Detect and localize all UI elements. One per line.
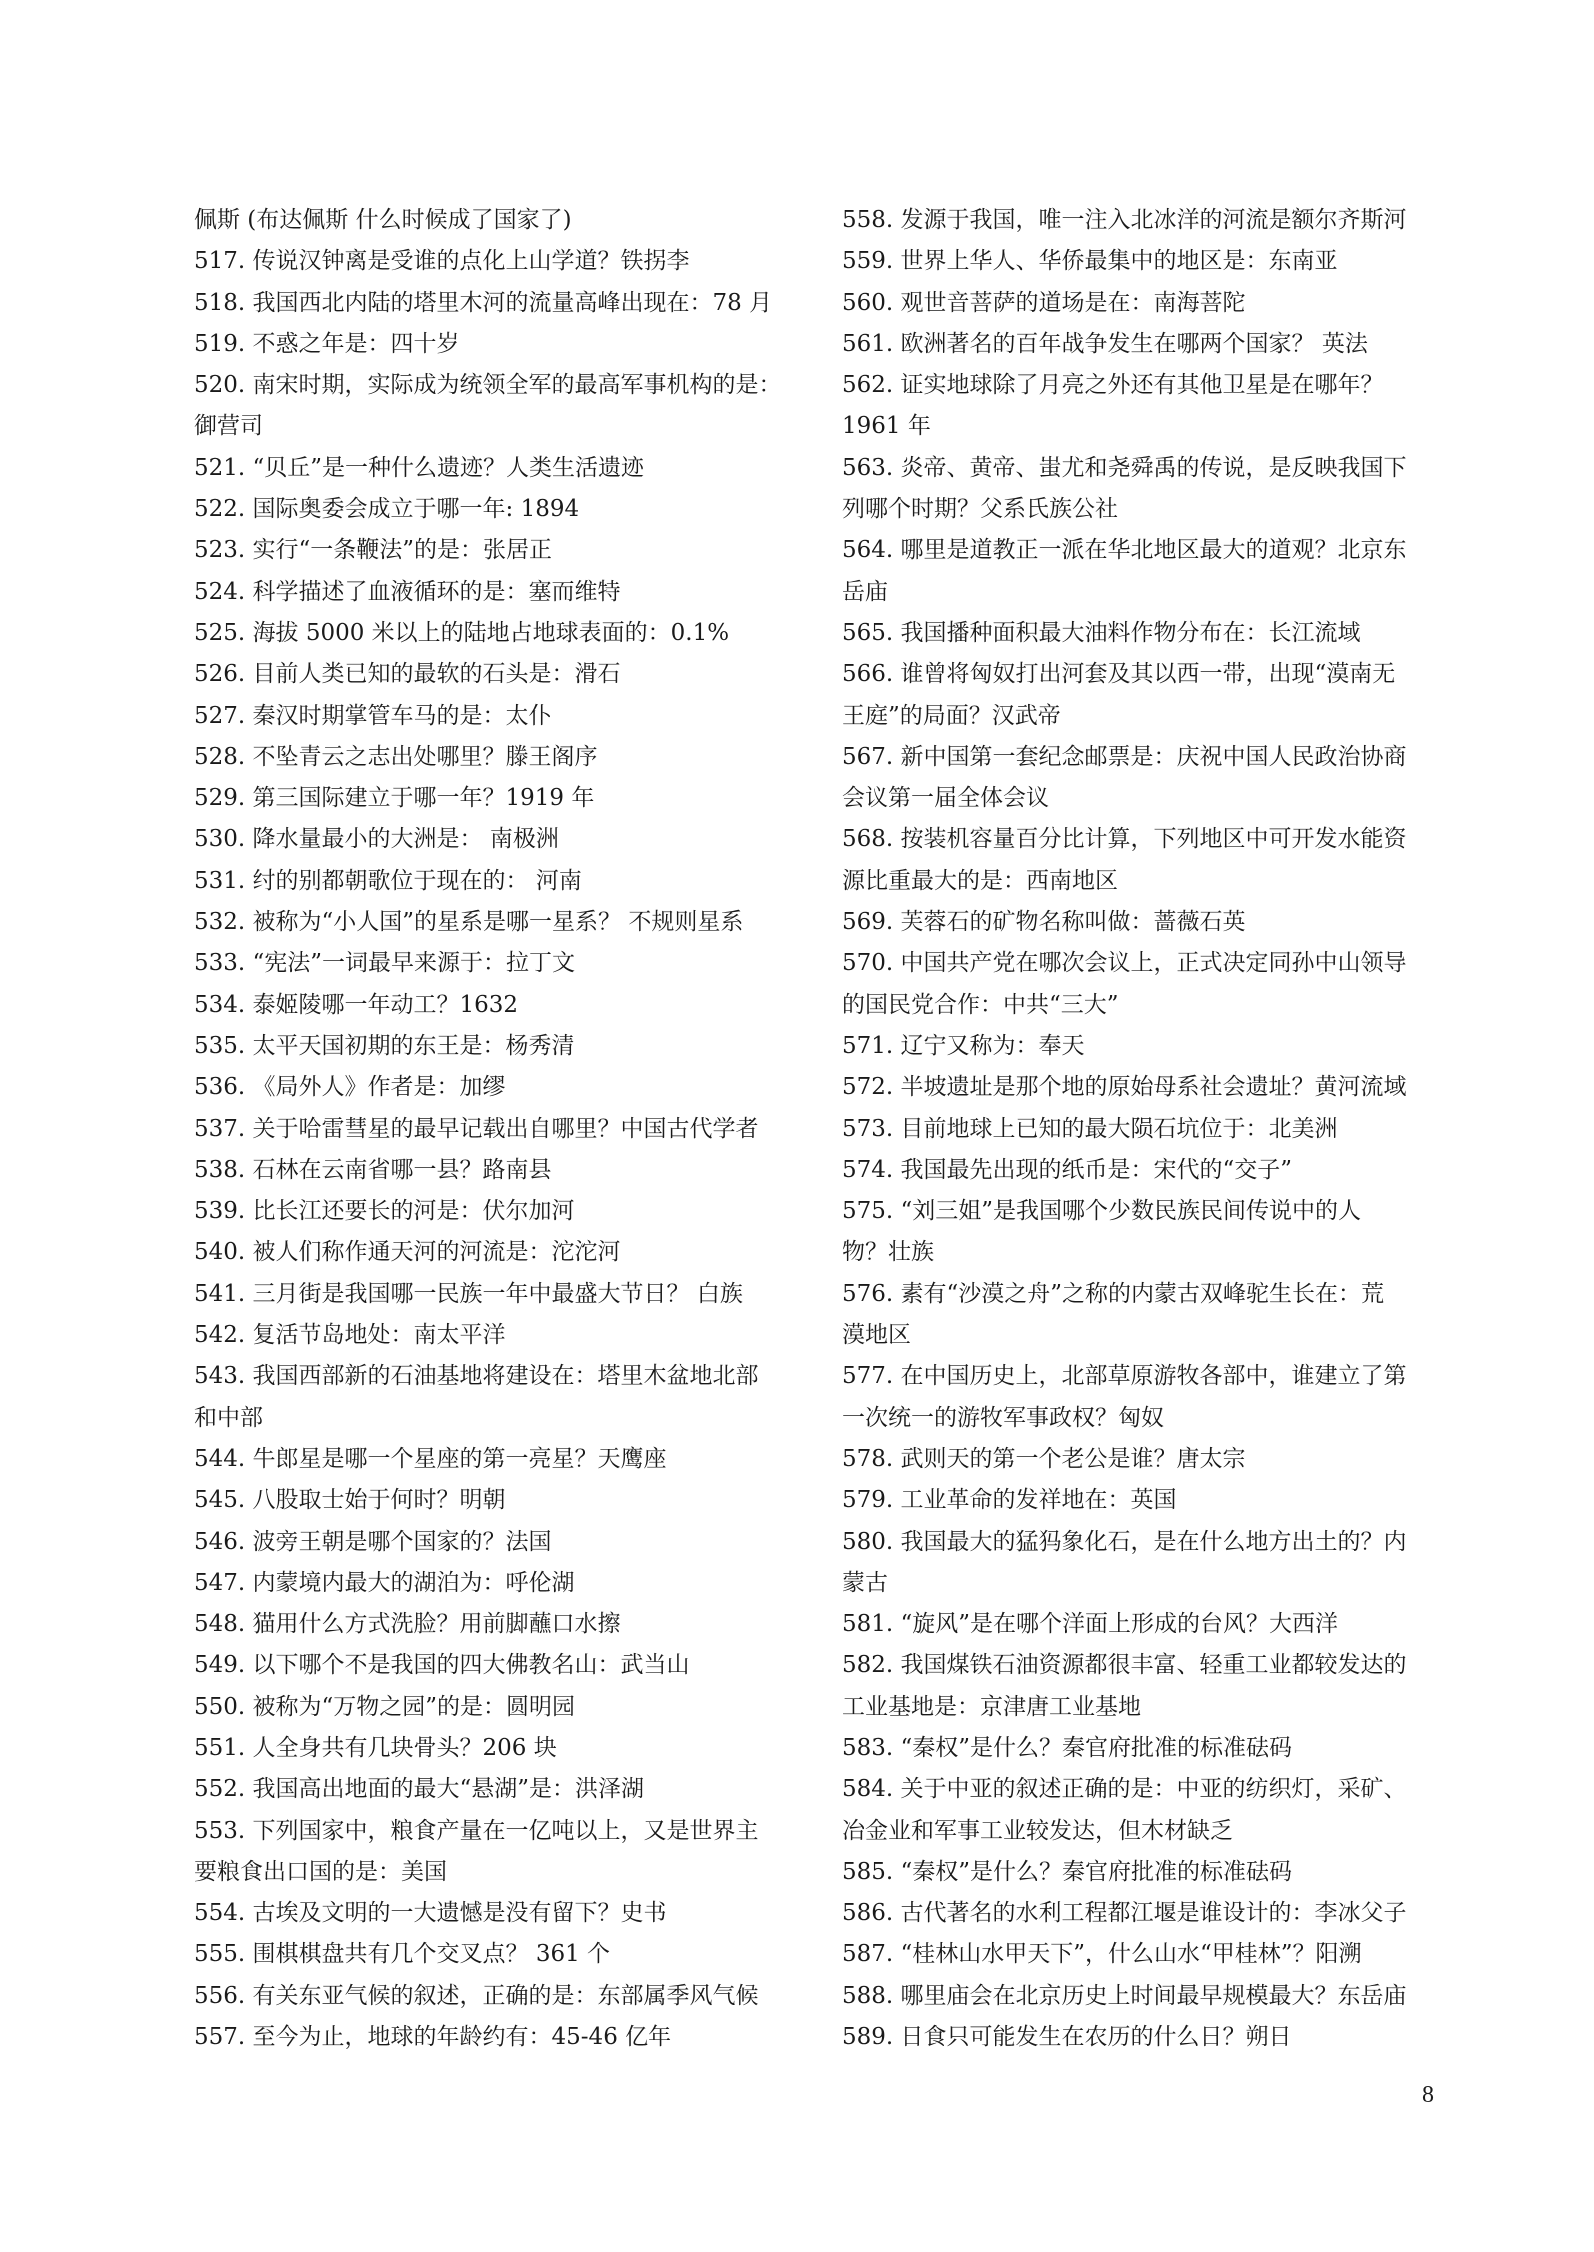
text-line: 568. 按装机容量百分比计算，下列地区中可开发水能资	[842, 826, 1407, 853]
text-line: 555. 围棋棋盘共有几个交叉点？ 361 个	[194, 1941, 611, 1968]
text-line: 541. 三月街是我国哪一民族一年中最盛大节日？ 白族	[194, 1280, 743, 1307]
text-line: 549. 以下哪个不是我国的四大佛教名山：武当山	[194, 1652, 690, 1679]
text-line: 567. 新中国第一套纪念邮票是：庆祝中国人民政治协商	[842, 743, 1407, 770]
text-line: 585. “秦权”是什么？秦官府批准的标准砝码	[842, 1858, 1293, 1885]
text-line: 588. 哪里庙会在北京历史上时间最早规模最大？东岳庙	[842, 1982, 1407, 2009]
text-line: 576. 素有“沙漠之舟”之称的内蒙古双峰驼生长在：荒	[842, 1280, 1385, 1307]
text-line: 563. 炎帝、黄帝、蚩尤和尧舜禹的传说，是反映我国下	[842, 454, 1407, 481]
text-line: 556. 有关东亚气候的叙述，正确的是：东部属季风气候	[194, 1982, 759, 2009]
text-line: 518. 我国西北内陆的塔里木河的流量高峰出现在：78 月	[194, 289, 773, 316]
text-line: 御营司	[194, 413, 263, 440]
text-line: 545. 八股取士始于何时？明朝	[194, 1487, 506, 1514]
text-line: 544. 牛郎星是哪一个星座的第一亮星？天鹰座	[194, 1445, 667, 1472]
text-line: 524. 科学描述了血液循环的是：塞而维特	[194, 578, 621, 605]
text-line: 573. 目前地球上已知的最大陨石坑位于：北美洲	[842, 1115, 1338, 1142]
text-line: 553. 下列国家中，粮食产量在一亿吨以上，又是世界主	[194, 1817, 759, 1844]
text-line: 581. “旋风”是在哪个洋面上形成的台风？大西洋	[842, 1611, 1339, 1638]
text-line: 548. 猫用什么方式洗脸？用前脚蘸口水擦	[194, 1611, 621, 1638]
text-line: 佩斯 (布达佩斯 什么时候成了国家了)	[194, 207, 572, 233]
text-line: 577. 在中国历史上，北部草原游牧各部中，谁建立了第	[842, 1363, 1407, 1390]
text-line: 534. 泰姬陵哪一年动工？1632	[194, 991, 519, 1018]
text-line: 530. 降水量最小的大洲是： 南极洲	[194, 826, 559, 853]
text-line: 会议第一届全体会议	[842, 785, 1049, 812]
text-line: 569. 芙蓉石的矿物名称叫做：蔷薇石英	[842, 909, 1246, 936]
text-line: 552. 我国高出地面的最大“悬湖”是：洪泽湖	[194, 1776, 645, 1803]
text-line: 542. 复活节岛地处：南太平洋	[194, 1322, 506, 1349]
text-line: 583. “秦权”是什么？秦官府批准的标准砝码	[842, 1734, 1293, 1761]
text-line: 522. 国际奥委会成立于哪一年: 1894	[194, 496, 580, 523]
text-line: 571. 辽宁又称为：奉天	[842, 1032, 1085, 1059]
text-line: 554. 古埃及文明的一大遗憾是没有留下？史书	[194, 1900, 667, 1927]
text-line: 551. 人全身共有几块骨头？206 块	[194, 1734, 557, 1761]
text-line: 559. 世界上华人、华侨最集中的地区是：东南亚	[842, 248, 1338, 275]
text-line: 546. 波旁王朝是哪个国家的？法国	[194, 1528, 552, 1555]
text-line: 532. 被称为“小人国”的星系是哪一星系？ 不规则星系	[194, 909, 744, 936]
text-line: 冶金业和军事工业较发达，但木材缺乏	[842, 1817, 1233, 1844]
text-line: 物？壮族	[842, 1239, 934, 1266]
text-line: 578. 武则天的第一个老公是谁？唐太宗	[842, 1445, 1246, 1472]
text-line: 540. 被人们称作通天河的河流是：沱沱河	[194, 1239, 621, 1266]
text-line: 550. 被称为“万物之园”的是：圆明园	[194, 1693, 576, 1720]
text-line: 582. 我国煤铁石油资源都很丰富、轻重工业都较发达的	[842, 1652, 1407, 1679]
text-line: 源比重最大的是：西南地区	[842, 867, 1118, 894]
text-line: 587. “桂林山水甲天下”，什么山水“甲桂林”？阳溯	[842, 1941, 1362, 1968]
text-line: 列哪个时期？父系氏族公社	[842, 496, 1118, 523]
text-line: 527. 秦汉时期掌管车马的是：太仆	[194, 702, 552, 729]
text-line: 526. 目前人类已知的最软的石头是：滑石	[194, 661, 621, 688]
text-line: 562. 证实地球除了月亮之外还有其他卫星是在哪年？	[842, 372, 1384, 399]
text-line: 572. 半坡遗址是那个地的原始母系社会遗址？黄河流域	[842, 1074, 1407, 1101]
text-line: 529. 第三国际建立于哪一年？1919 年	[194, 785, 595, 812]
text-line: 一次统一的游牧军事政权？匈奴	[842, 1404, 1164, 1431]
text-line: 王庭”的局面？汉武帝	[842, 702, 1061, 729]
text-line: 岳庙	[842, 578, 888, 605]
text-line: 533. “宪法”一词最早来源于：拉丁文	[194, 950, 576, 977]
text-line: 557. 至今为止，地球的年龄约有：45-46 亿年	[194, 2024, 672, 2051]
page-number: 8	[1422, 2082, 1434, 2108]
text-line: 575. “刘三姐”是我国哪个少数民族民间传说中的人	[842, 1198, 1362, 1225]
text-line: 543. 我国西部新的石油基地将建设在：塔里木盆地北部	[194, 1363, 759, 1390]
text-line: 523. 实行“一条鞭法”的是：张居正	[194, 537, 553, 564]
text-line: 517. 传说汉钟离是受谁的点化上山学道？铁拐李	[194, 248, 690, 275]
text-line: 519. 不惑之年是：四十岁	[194, 330, 460, 357]
text-line: 531. 纣的别都朝歌位于现在的： 河南	[194, 867, 582, 894]
text-line: 工业基地是：京津唐工业基地	[842, 1693, 1141, 1720]
text-line: 要粮食出口国的是：美国	[194, 1858, 447, 1885]
text-line: 565. 我国播种面积最大油料作物分布在：长江流域	[842, 619, 1361, 646]
text-line: 525. 海拔 5000 米以上的陆地占地球表面的：0.1%	[194, 619, 730, 646]
text-line: 蒙古	[842, 1569, 888, 1596]
text-line: 564. 哪里是道教正一派在华北地区最大的道观？北京东	[842, 537, 1407, 564]
left-column	[194, 200, 794, 2058]
text-line: 537. 关于哈雷彗星的最早记载出自哪里？中国古代学者	[194, 1115, 759, 1142]
text-line: 547. 内蒙境内最大的湖泊为：呼伦湖	[194, 1569, 575, 1596]
text-line: 和中部	[194, 1404, 263, 1431]
text-line: 漠地区	[842, 1322, 911, 1349]
text-line: 1961 年	[842, 413, 931, 440]
text-line: 521. “贝丘”是一种什么遗迹？人类生活遗迹	[194, 454, 645, 481]
text-line: 566. 谁曾将匈奴打出河套及其以西一带，出现“漠南无	[842, 661, 1396, 688]
text-line: 586. 古代著名的水利工程都江堰是谁设计的：李冰父子	[842, 1900, 1407, 1927]
text-line: 561. 欧洲著名的百年战争发生在哪两个国家？ 英法	[842, 330, 1368, 357]
text-line: 574. 我国最先出现的纸币是：宋代的“交子”	[842, 1156, 1293, 1183]
text-line: 589. 日食只可能发生在农历的什么日？朔日	[842, 2024, 1292, 2051]
text-line: 538. 石林在云南省哪一县？路南县	[194, 1156, 552, 1183]
text-line: 580. 我国最大的猛犸象化石，是在什么地方出土的？内	[842, 1528, 1407, 1555]
text-line: 536. 《局外人》作者是：加缪	[194, 1074, 506, 1101]
text-line: 560. 观世音菩萨的道场是在：南海菩陀	[842, 289, 1246, 316]
text-line: 570. 中国共产党在哪次会议上，正式决定同孙中山领导	[842, 950, 1407, 977]
text-line: 558. 发源于我国，唯一注入北冰洋的河流是额尔齐斯河	[842, 207, 1407, 233]
text-line: 的国民党合作：中共“三大”	[842, 991, 1119, 1018]
right-column	[842, 200, 1432, 2058]
text-line: 579. 工业革命的发祥地在：英国	[842, 1487, 1177, 1514]
text-line: 528. 不坠青云之志出处哪里？滕王阁序	[194, 743, 598, 770]
text-line: 584. 关于中亚的叙述正确的是：中亚的纺织灯，采矿、	[842, 1776, 1407, 1803]
text-line: 539. 比长江还要长的河是：伏尔加河	[194, 1198, 575, 1225]
text-line: 535. 太平天国初期的东王是：杨秀清	[194, 1032, 575, 1059]
text-line: 520. 南宋时期，实际成为统领全军的最高军事机构的是：	[194, 372, 782, 399]
